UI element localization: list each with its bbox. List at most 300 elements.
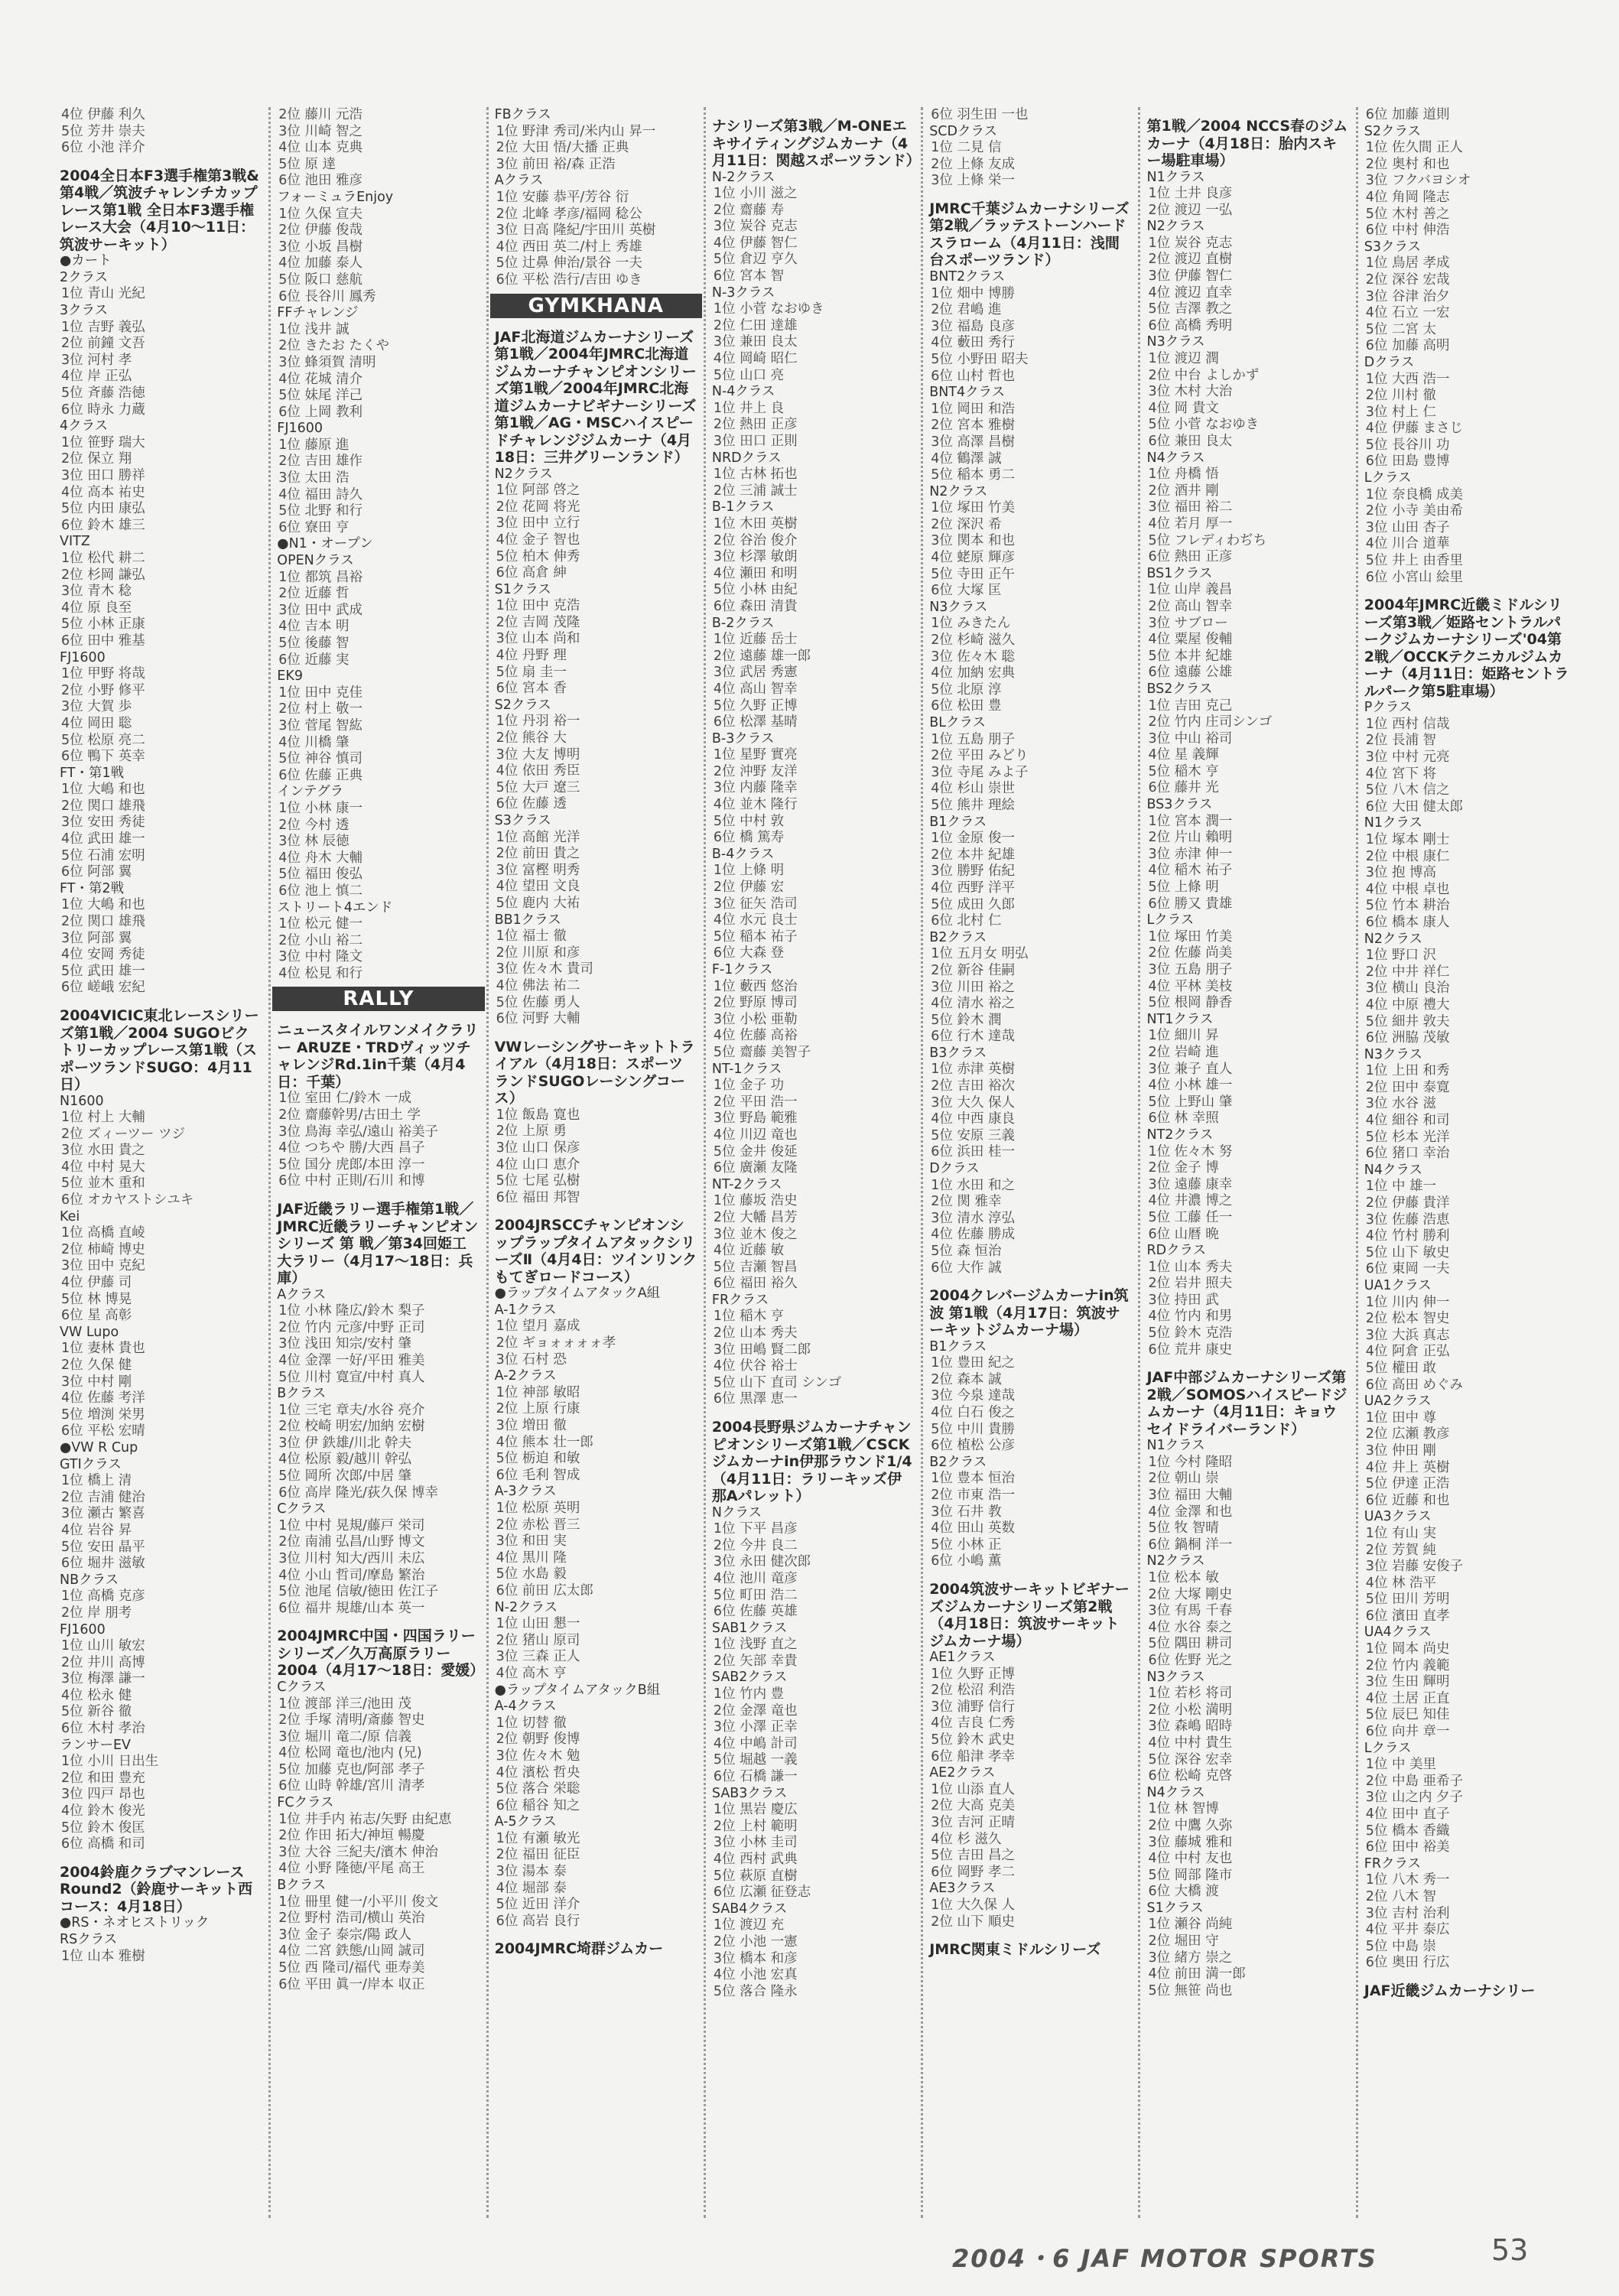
result-entry: 6位 遠藤 公雄 xyxy=(1148,665,1233,681)
result-entry: 1位 宮本 潤一 xyxy=(1148,813,1233,829)
class-label: UA1クラス xyxy=(1364,1278,1432,1293)
result-entry: 4位 加藤 泰人 xyxy=(278,255,363,272)
result-entry: 6位 加藤 道則 xyxy=(1365,107,1450,122)
result-entry: 2位 作田 拓大/神垣 暢慶 xyxy=(278,1828,425,1844)
result-entry: 4位 平井 泰広 xyxy=(1365,1922,1450,1938)
class-label: B-2クラス xyxy=(711,615,775,631)
class-label: N1クラス xyxy=(1146,1438,1205,1454)
result-entry: 5位 稲本 勇二 xyxy=(931,467,1015,483)
result-entry: 5位 増渕 栄男 xyxy=(61,1407,145,1423)
result-entry: 6位 荒井 康史 xyxy=(1148,1342,1233,1358)
result-entry: 5位 山口 亮 xyxy=(713,367,785,383)
class-label: N-4クラス xyxy=(711,384,775,400)
results-column xyxy=(1358,107,1575,2218)
result-entry: 3位 永田 健次郎 xyxy=(713,1554,811,1570)
result-entry: 1位 大久保 人 xyxy=(931,1897,1015,1913)
result-entry: 6位 東岡 一夫 xyxy=(1365,1261,1450,1277)
result-entry: 5位 斉藤 浩徳 xyxy=(61,385,145,402)
result-entry: 2位 平田 みどり xyxy=(931,748,1029,764)
result-entry: 3位 横山 良治 xyxy=(1365,981,1450,997)
result-entry: 5位 根岡 静香 xyxy=(1148,995,1233,1011)
result-entry: 1位 高橋 直崚 xyxy=(61,1225,145,1241)
class-label: B1クラス xyxy=(929,814,987,830)
result-entry: 4位 竹村 勝利 xyxy=(1365,1228,1450,1244)
result-entry: 6位 小池 洋介 xyxy=(61,140,145,156)
class-label: ●RS・ネオヒストリック xyxy=(60,1915,210,1931)
result-entry: 6位 洲脇 茂敏 xyxy=(1365,1030,1450,1046)
result-entry: 2位 ギョォォォォ孝 xyxy=(496,1335,616,1351)
result-entry: 5位 七尾 弘樹 xyxy=(496,1173,580,1189)
result-entry: 6位 嵯峨 宏紀 xyxy=(61,980,145,996)
result-entry: 5位 鈴木 武史 xyxy=(931,1732,1015,1748)
result-entry: 4位 前田 満一郎 xyxy=(1148,1966,1246,1982)
result-entry: 2位 中島 亜希子 xyxy=(1365,1773,1464,1789)
event-heading: 2004JMRC中国・四国ラリーシリーズ／久万高原ラリー2004（4月17〜18日：愛媛） xyxy=(277,1628,485,1680)
result-entry: 4位 黒川 隆 xyxy=(496,1550,567,1566)
result-entry: 4位 望田 文良 xyxy=(496,879,580,895)
result-entry: 1位 山本 秀夫 xyxy=(1148,1259,1233,1275)
class-label: Nクラス xyxy=(711,1504,762,1520)
result-entry: 5位 長谷川 功 xyxy=(1365,437,1450,453)
result-entry: 1位 渡辺 充 xyxy=(713,1917,785,1933)
result-entry: 6位 石橋 謙一 xyxy=(713,1769,798,1785)
result-entry: 5位 竹本 耕治 xyxy=(1365,898,1450,914)
result-entry: 1位 野口 沢 xyxy=(1365,948,1437,964)
result-entry: 1位 田中 克浩 xyxy=(496,598,580,614)
result-entry: 4位 吉良 仁秀 xyxy=(931,1715,1015,1732)
result-entry: 6位 平松 宏晴 xyxy=(61,1423,145,1439)
result-entry: 2位 関口 雄飛 xyxy=(61,798,145,814)
result-entry: 1位 妻林 貴也 xyxy=(61,1341,145,1357)
result-entry: 2位 野村 浩司/横山 英治 xyxy=(278,1911,425,1927)
result-entry: 2位 きたお たくや xyxy=(278,338,390,354)
event-heading: 2004VICIC東北レースシリーズ第1戦／2004 SUGOビクトリーカップレース第1戦（スポーツランドSUGO：4月11日） xyxy=(60,1007,259,1093)
result-entry: 3位 大浜 真志 xyxy=(1365,1327,1450,1343)
result-entry: 5位 二宮 太 xyxy=(1365,321,1437,337)
result-entry: 3位 瀬古 繁喜 xyxy=(61,1506,145,1522)
result-entry: 1位 佐々木 努 xyxy=(1148,1143,1233,1159)
result-entry: 2位 校崎 明宏/加納 宏樹 xyxy=(278,1419,425,1435)
result-entry: 6位 勝又 貴雄 xyxy=(1148,896,1233,912)
result-entry: 3位 水谷 滋 xyxy=(1365,1096,1437,1112)
result-entry: 2位 齋藤 寿 xyxy=(713,202,785,218)
class-label: SAB1クラス xyxy=(711,1620,788,1636)
result-entry: 4位 瀬田 和明 xyxy=(713,565,798,581)
result-entry: 1位 古林 拓也 xyxy=(713,467,798,483)
result-entry: 4位 岡崎 昭仁 xyxy=(713,351,798,367)
result-entry: 5位 内田 康弘 xyxy=(61,501,145,517)
result-entry: 4位 細谷 和司 xyxy=(1365,1113,1450,1129)
result-entry: 1位 黒岩 慶広 xyxy=(713,1802,798,1818)
result-entry: 6位 平田 眞一/岸本 収正 xyxy=(278,1976,425,1992)
result-entry: 2位 熱田 正彦 xyxy=(713,417,798,433)
result-entry: 3位 大友 博明 xyxy=(496,746,580,763)
class-label: N3クラス xyxy=(929,599,988,615)
class-label: Kei xyxy=(60,1208,80,1224)
result-entry: 6位 大橋 渡 xyxy=(1148,1884,1219,1900)
result-entry: 6位 鍋桐 洋一 xyxy=(1148,1537,1233,1553)
result-entry: 6位 藤井 光 xyxy=(1148,780,1219,796)
result-entry: 6位 前田 広太郎 xyxy=(496,1582,593,1598)
result-entry: 5位 杉本 光洋 xyxy=(1365,1129,1450,1145)
result-entry: 4位 山本 克典 xyxy=(278,140,363,156)
result-entry: 6位 池上 慎二 xyxy=(278,883,363,899)
result-entry: 5位 芳井 崇夫 xyxy=(61,123,145,139)
result-entry: 2位 片山 賴明 xyxy=(1148,830,1233,846)
class-label: N-2クラス xyxy=(494,1599,558,1615)
result-entry: 5位 工藤 任一 xyxy=(1148,1209,1233,1225)
class-label: N3クラス xyxy=(1146,1669,1205,1685)
result-entry: 6位 佐藤 正典 xyxy=(278,767,363,783)
result-entry: 5位 深谷 宏幸 xyxy=(1148,1751,1233,1768)
result-entry: 4位 小池 宏真 xyxy=(713,1967,798,1983)
result-entry: 1位 岡田 和浩 xyxy=(931,401,1015,417)
result-entry: 2位 松本 智史 xyxy=(1365,1311,1450,1327)
result-entry: 4位 角岡 隆志 xyxy=(1365,189,1450,205)
result-entry: 1位 小菅 なおゆき xyxy=(713,301,824,317)
event-heading: JAF中部ジムカーナシリーズ第2戦／SOMOSハイスピードジムカーナ（4月11日：キョウセイドライバーランド） xyxy=(1146,1369,1348,1438)
result-entry: 1位 吉野 義弘 xyxy=(61,319,145,335)
result-entry: 6位 濱田 直孝 xyxy=(1365,1608,1450,1624)
result-entry: 4位 佛法 祐二 xyxy=(496,977,580,994)
class-label: A-1クラス xyxy=(494,1302,557,1318)
result-entry: 4位 石立 一宏 xyxy=(1365,305,1450,321)
result-entry: 4位 伊藤 まさじ xyxy=(1365,421,1464,437)
result-entry: 6位 熱田 正彦 xyxy=(1148,549,1233,565)
result-entry: 6位 松澤 基晴 xyxy=(713,714,798,730)
result-entry: 5位 加藤 克也/阿部 孝子 xyxy=(278,1761,425,1777)
result-entry: 3位 小澤 正幸 xyxy=(713,1719,798,1735)
result-entry: 2位 松沼 利浩 xyxy=(931,1683,1015,1699)
result-entry: 4位 杉山 崇世 xyxy=(931,781,1015,797)
result-entry: 6位 佐藤 英雄 xyxy=(713,1604,798,1620)
class-label: 2クラス xyxy=(60,269,109,285)
class-label: FT・第2戦 xyxy=(60,880,125,896)
result-entry: 3位 高澤 昌樹 xyxy=(931,434,1015,450)
result-entry: 3位 福田 大輔 xyxy=(1148,1488,1233,1504)
result-entry: 6位 時永 力蔵 xyxy=(61,402,145,418)
result-entry: 5位 阪口 慈航 xyxy=(278,272,363,288)
result-entry: 1位 冊里 健一/小平川 俊文 xyxy=(278,1894,439,1910)
class-label: A-3クラス xyxy=(494,1484,557,1500)
result-entry: 3位 武居 秀憲 xyxy=(713,665,798,681)
result-entry: 5位 細井 敦夫 xyxy=(1365,1013,1450,1029)
class-label: AE3クラス xyxy=(929,1881,996,1897)
result-entry: 5位 田川 芳明 xyxy=(1365,1592,1450,1608)
result-entry: 3位 フクバヨシオ xyxy=(1365,173,1471,189)
result-entry: 3位 持田 武 xyxy=(1148,1292,1219,1308)
result-entry: 1位 塚田 竹美 xyxy=(931,500,1015,516)
result-entry: 6位 植松 公彦 xyxy=(931,1438,1015,1454)
result-entry: 5位 熊井 理絵 xyxy=(931,797,1015,813)
class-label: N2クラス xyxy=(1146,1553,1205,1569)
result-entry: 3位 五島 朋子 xyxy=(1148,962,1233,977)
result-entry: 2位 猪山 原司 xyxy=(496,1632,580,1648)
result-entry: 6位 高倉 紳 xyxy=(496,565,567,581)
class-label: A-4クラス xyxy=(494,1699,557,1715)
result-entry: 2位 平田 浩一 xyxy=(713,1094,798,1110)
result-entry: 2位 沖野 友洋 xyxy=(713,763,798,779)
result-entry: 6位 大田 健太郎 xyxy=(1365,798,1464,815)
result-entry: 4位 清水 裕之 xyxy=(931,996,1015,1012)
result-entry: 4位 藪田 秀行 xyxy=(931,335,1015,351)
result-entry: 3位 青木 稔 xyxy=(61,584,132,600)
result-entry: 1位 稲木 亨 xyxy=(713,1309,785,1325)
result-entry: 5位 牧 智晴 xyxy=(1148,1520,1219,1537)
result-entry: 5位 石浦 宏明 xyxy=(61,847,145,863)
result-entry: 4位 伊藤 司 xyxy=(61,1275,132,1291)
class-label: B3クラス xyxy=(929,1045,987,1061)
result-entry: 1位 細川 昇 xyxy=(1148,1028,1219,1044)
result-entry: 2位 杉岡 謙弘 xyxy=(61,567,145,583)
result-entry: 3位 阿部 翼 xyxy=(61,930,132,946)
result-entry: 1位 久保 宣夫 xyxy=(278,206,363,222)
result-entry: 6位 上岡 教利 xyxy=(278,404,363,420)
result-entry: 6位 毛利 智成 xyxy=(496,1467,580,1483)
result-entry: 6位 山暦 晩 xyxy=(1148,1226,1219,1242)
result-entry: 3位 河村 孝 xyxy=(61,352,132,368)
result-entry: 3位 山之内 夕子 xyxy=(1365,1790,1464,1806)
result-entry: 6位 河野 大輔 xyxy=(496,1011,580,1027)
result-entry: 2位 渡辺 一弘 xyxy=(1148,202,1233,218)
result-entry: 2位 上村 範明 xyxy=(713,1818,798,1834)
result-entry: 1位 浅野 直之 xyxy=(713,1637,798,1653)
result-entry: 2位 井川 高博 xyxy=(61,1654,145,1670)
result-entry: 4位 堀部 泰 xyxy=(496,1880,567,1896)
result-entry: 4位 小林 雄一 xyxy=(1148,1078,1233,1094)
result-entry: 4位 杉 滋久 xyxy=(931,1831,1002,1847)
result-entry: 1位 田中 尊 xyxy=(1365,1410,1437,1426)
result-entry: 5位 吉田 昌之 xyxy=(931,1848,1015,1864)
result-entry: 1位 佐久間 正人 xyxy=(1365,140,1464,156)
result-entry: 1位 井手内 祐志/矢野 由紀恵 xyxy=(278,1811,452,1827)
result-entry: 1位 野津 秀司/米内山 昇一 xyxy=(496,123,656,139)
result-entry: 2位 山本 秀夫 xyxy=(713,1325,798,1342)
class-label: FT・第1戦 xyxy=(60,765,125,781)
result-entry: 1位 岡本 尚史 xyxy=(1365,1641,1450,1657)
result-entry: 2位 上條 友成 xyxy=(931,156,1015,172)
result-entry: 3位 緒方 崇之 xyxy=(1148,1950,1233,1966)
class-label: OPENクラス xyxy=(277,553,354,569)
result-entry: 1位 阿部 啓之 xyxy=(496,483,580,499)
result-entry: 5位 齋藤 美智子 xyxy=(713,1044,811,1060)
results-column xyxy=(271,107,488,2218)
result-entry: 6位 鈴木 雄三 xyxy=(61,517,145,533)
result-entry: 5位 国分 虎郎/本田 淳一 xyxy=(278,1156,425,1172)
result-entry: 4位 伊藤 智仁 xyxy=(713,235,798,251)
result-entry: 4位 熊本 壮一郎 xyxy=(496,1434,593,1450)
result-entry: 2位 藤川 元浩 xyxy=(278,107,363,122)
result-entry: 1位 林 智博 xyxy=(1148,1801,1219,1817)
result-entry: 5位 落合 隆永 xyxy=(713,1983,798,1999)
result-entry: 3位 有馬 千春 xyxy=(1148,1603,1233,1619)
result-entry: 1位 中 美里 xyxy=(1365,1757,1437,1773)
result-entry: 1位 村上 大輔 xyxy=(61,1110,145,1126)
result-entry: 1位 飯島 寛也 xyxy=(496,1107,580,1123)
class-label: BB1クラス xyxy=(494,912,561,928)
class-label: A-2クラス xyxy=(494,1368,557,1384)
result-entry: 2位 酒井 剛 xyxy=(1148,483,1219,499)
result-entry: 2位 村上 敬一 xyxy=(278,701,363,717)
class-label: RDクラス xyxy=(1146,1243,1207,1259)
class-label: N-2クラス xyxy=(711,169,775,185)
result-entry: 4位 松原 毅/越川 幹弘 xyxy=(278,1452,412,1468)
class-label: SAB4クラス xyxy=(711,1901,788,1917)
class-label: ●N1・オープン xyxy=(277,536,373,552)
class-label: N-3クラス xyxy=(711,285,775,301)
result-entry: 3位 中村 剛 xyxy=(61,1374,132,1390)
result-entry: 3位 今泉 達哉 xyxy=(931,1388,1015,1404)
result-entry: 2位 赤松 晋三 xyxy=(496,1517,580,1533)
class-label: NT-2クラス xyxy=(711,1176,782,1192)
result-entry: 2位 奥村 和也 xyxy=(1365,156,1450,172)
result-entry: 6位 堀井 滋敏 xyxy=(61,1556,145,1572)
result-entry: 6位 猪口 幸治 xyxy=(1365,1146,1450,1162)
result-entry: 3位 大谷 三紀夫/濱木 伸治 xyxy=(278,1844,439,1860)
result-entry: 1位 安藤 恭平/芳谷 衍 xyxy=(496,189,629,205)
result-entry: 6位 岡野 孝二 xyxy=(931,1864,1015,1880)
class-label: F-1クラス xyxy=(711,962,773,977)
result-entry: 4位 中村 晃大 xyxy=(61,1159,145,1175)
result-entry: 3位 岩藤 安俊子 xyxy=(1365,1559,1464,1575)
class-label: B1クラス xyxy=(929,1338,987,1355)
result-entry: 2位 堀田 守 xyxy=(1148,1933,1219,1950)
result-entry: 2位 手塚 清明/斎藤 智史 xyxy=(278,1712,425,1729)
result-entry: 4位 佐藤 高裕 xyxy=(713,1028,798,1044)
result-entry: 6位 近藤 和也 xyxy=(1365,1492,1450,1508)
result-entry: 5位 安田 晶平 xyxy=(61,1539,145,1555)
result-entry: 3位 村上 仁 xyxy=(1365,404,1437,420)
result-entry: 5位 鈴木 俊匡 xyxy=(61,1820,145,1836)
result-entry: 3位 佐々木 聡 xyxy=(931,649,1015,665)
result-entry: 1位 鳥居 孝成 xyxy=(1365,255,1450,272)
result-entry: 1位 みきたん xyxy=(931,616,1011,632)
result-entry: 5位 權田 敢 xyxy=(1365,1360,1437,1376)
result-entry: 3位 水田 貴之 xyxy=(61,1143,145,1159)
result-entry: 3位 山本 尚和 xyxy=(496,631,580,647)
result-entry: 5位 辻鼻 伸治/景谷 一夫 xyxy=(496,255,642,272)
result-entry: 2位 市東 浩一 xyxy=(931,1488,1015,1504)
class-label: N2クラス xyxy=(494,466,553,482)
result-entry: 6位 向井 章一 xyxy=(1365,1724,1450,1740)
result-entry: 3位 抱 博高 xyxy=(1365,865,1437,881)
result-entry: 4位 稲木 祐子 xyxy=(1148,863,1233,879)
result-entry: 6位 高岸 隆光/荻久保 博幸 xyxy=(278,1485,439,1501)
class-label: AE2クラス xyxy=(929,1765,996,1781)
result-entry: 4位 佐藤 勝成 xyxy=(931,1227,1015,1243)
class-label: AE1クラス xyxy=(929,1650,996,1665)
result-entry: 6位 松田 豊 xyxy=(931,698,1002,714)
class-label: NT-1クラス xyxy=(711,1061,782,1077)
result-entry: 6位 福井 規雄/山本 英一 xyxy=(278,1600,425,1616)
result-entry: 1位 切替 徹 xyxy=(496,1715,567,1731)
result-entry: 1位 有瀬 敏光 xyxy=(496,1830,580,1846)
result-entry: 5位 神谷 慎司 xyxy=(278,751,363,767)
result-entry: 1位 瀬谷 尚純 xyxy=(1148,1917,1233,1933)
result-entry: 2位 中台 よしかず xyxy=(1148,367,1260,383)
result-entry: 3位 蜂須賀 清明 xyxy=(278,354,376,370)
result-entry: 3位 湯本 泰 xyxy=(496,1864,567,1880)
result-entry: 3位 佐々木 勉 xyxy=(496,1748,580,1764)
result-entry: 4位 阿倉 正弘 xyxy=(1365,1344,1450,1360)
result-entry: 5位 吉澤 教之 xyxy=(1148,301,1233,317)
result-entry: 6位 平松 浩行/吉田 ゆき xyxy=(496,272,642,288)
page-number: 53 xyxy=(1491,2233,1529,2267)
result-entry: 3位 浅田 知宗/安村 肇 xyxy=(278,1336,412,1352)
result-entry: 3位 吉河 正晴 xyxy=(931,1814,1015,1830)
result-entry: 4位 丹野 理 xyxy=(496,648,567,664)
event-heading: ナシリーズ第3戦／M-ONEエキサイティングジムカーナ（4月11日：関越スポーツランド） xyxy=(711,118,921,169)
result-entry: 3位 並木 俊之 xyxy=(713,1226,798,1242)
class-label: インテグラ xyxy=(277,784,344,800)
result-entry: 6位 阿部 翼 xyxy=(61,864,132,880)
result-entry: 3位 山口 保彦 xyxy=(496,1140,580,1156)
result-entry: 1位 都筑 昌裕 xyxy=(278,569,363,585)
result-entry: 2位 関 雅幸 xyxy=(931,1194,1002,1210)
class-label: FJ1600 xyxy=(60,1621,106,1637)
result-entry: 3位 田口 正則 xyxy=(713,434,798,449)
result-entry: 1位 丹羽 裕一 xyxy=(496,714,580,730)
class-label: N2クラス xyxy=(1364,931,1422,947)
result-entry: 6位 高岩 良行 xyxy=(496,1913,580,1929)
result-entry: 2位 小寺 美由希 xyxy=(1365,503,1464,519)
result-entry: 1位 舟橋 悟 xyxy=(1148,467,1219,483)
result-entry: 3位 伊 鉄雄/川北 幹夫 xyxy=(278,1435,412,1451)
event-heading: 第1戦／2004 NCCS春のジムカーナ（4月18日：胎内スキー場駐車場） xyxy=(1146,118,1348,169)
result-entry: 4位 吉本 明 xyxy=(278,619,349,635)
result-entry: 2位 朝山 崇 xyxy=(1148,1471,1219,1487)
result-entry: 2位 深沢 希 xyxy=(931,516,1002,532)
result-entry: 3位 勝野 佑紀 xyxy=(931,863,1015,880)
result-entry: 3位 菅尾 智紘 xyxy=(278,717,363,733)
result-entry: 4位 佐藤 考洋 xyxy=(61,1390,145,1407)
result-entry: 2位 佐藤 尚美 xyxy=(1148,945,1233,961)
result-entry: 6位 池田 雅彦 xyxy=(278,173,363,189)
result-entry: 1位 二見 信 xyxy=(931,140,1002,156)
result-entry: 1位 井上 良 xyxy=(713,400,785,416)
class-label: Lクラス xyxy=(1364,470,1412,486)
result-entry: 1位 川内 伸一 xyxy=(1365,1294,1450,1310)
result-entry: 4位 小野 隆徳/平尾 高王 xyxy=(278,1861,425,1877)
result-entry: 6位 木村 孝治 xyxy=(61,1721,145,1737)
result-entry: 6位 田島 豊博 xyxy=(1365,454,1450,470)
result-entry: 6位 宮本 香 xyxy=(496,681,567,697)
result-entry: 6位 行木 達哉 xyxy=(931,1029,1015,1045)
result-entry: 4位 田山 英数 xyxy=(931,1520,1015,1537)
result-entry: 3位 谷津 治夕 xyxy=(1365,288,1450,304)
result-entry: 1位 山田 懇一 xyxy=(496,1616,580,1632)
result-entry: 5位 上野山 肇 xyxy=(1148,1094,1233,1110)
result-entry: 3位 金子 泰宗/陽 政人 xyxy=(278,1927,412,1943)
class-label: S3クラス xyxy=(1364,239,1421,255)
class-label: VITZ xyxy=(60,534,90,550)
result-entry: 1位 松元 健一 xyxy=(278,916,363,932)
result-entry: 5位 佐藤 勇人 xyxy=(496,994,580,1010)
result-entry: 2位 大塚 剛史 xyxy=(1148,1586,1233,1602)
result-entry: 6位 山時 幹雄/宮川 清孝 xyxy=(278,1778,425,1794)
event-heading: 2004年JMRC近畿ミドルシリーズ第3戦／姫路セントラルパークジムカーナシリーズ'04第2戦／OCCKテクニカルジムカーナ（4月11日：姫路セントラルパーク第5駐車場） xyxy=(1364,597,1569,700)
result-entry: 5位 山下 直司 シンゴ xyxy=(713,1374,842,1390)
result-entry: 1位 藤坂 浩史 xyxy=(713,1193,798,1209)
result-entry: 5位 本井 紀雄 xyxy=(1148,648,1233,664)
result-entry: 6位 宮本 智 xyxy=(713,268,785,285)
result-entry: 1位 小林 隆広/鈴木 梨子 xyxy=(278,1303,425,1319)
class-label: NBクラス xyxy=(60,1572,119,1588)
result-entry: 4位 岩谷 昇 xyxy=(61,1522,132,1538)
result-entry: 2位 岩井 照夫 xyxy=(1148,1276,1233,1292)
result-entry: 1位 金子 功 xyxy=(713,1078,785,1094)
result-entry: 3位 山田 杏子 xyxy=(1365,519,1450,535)
